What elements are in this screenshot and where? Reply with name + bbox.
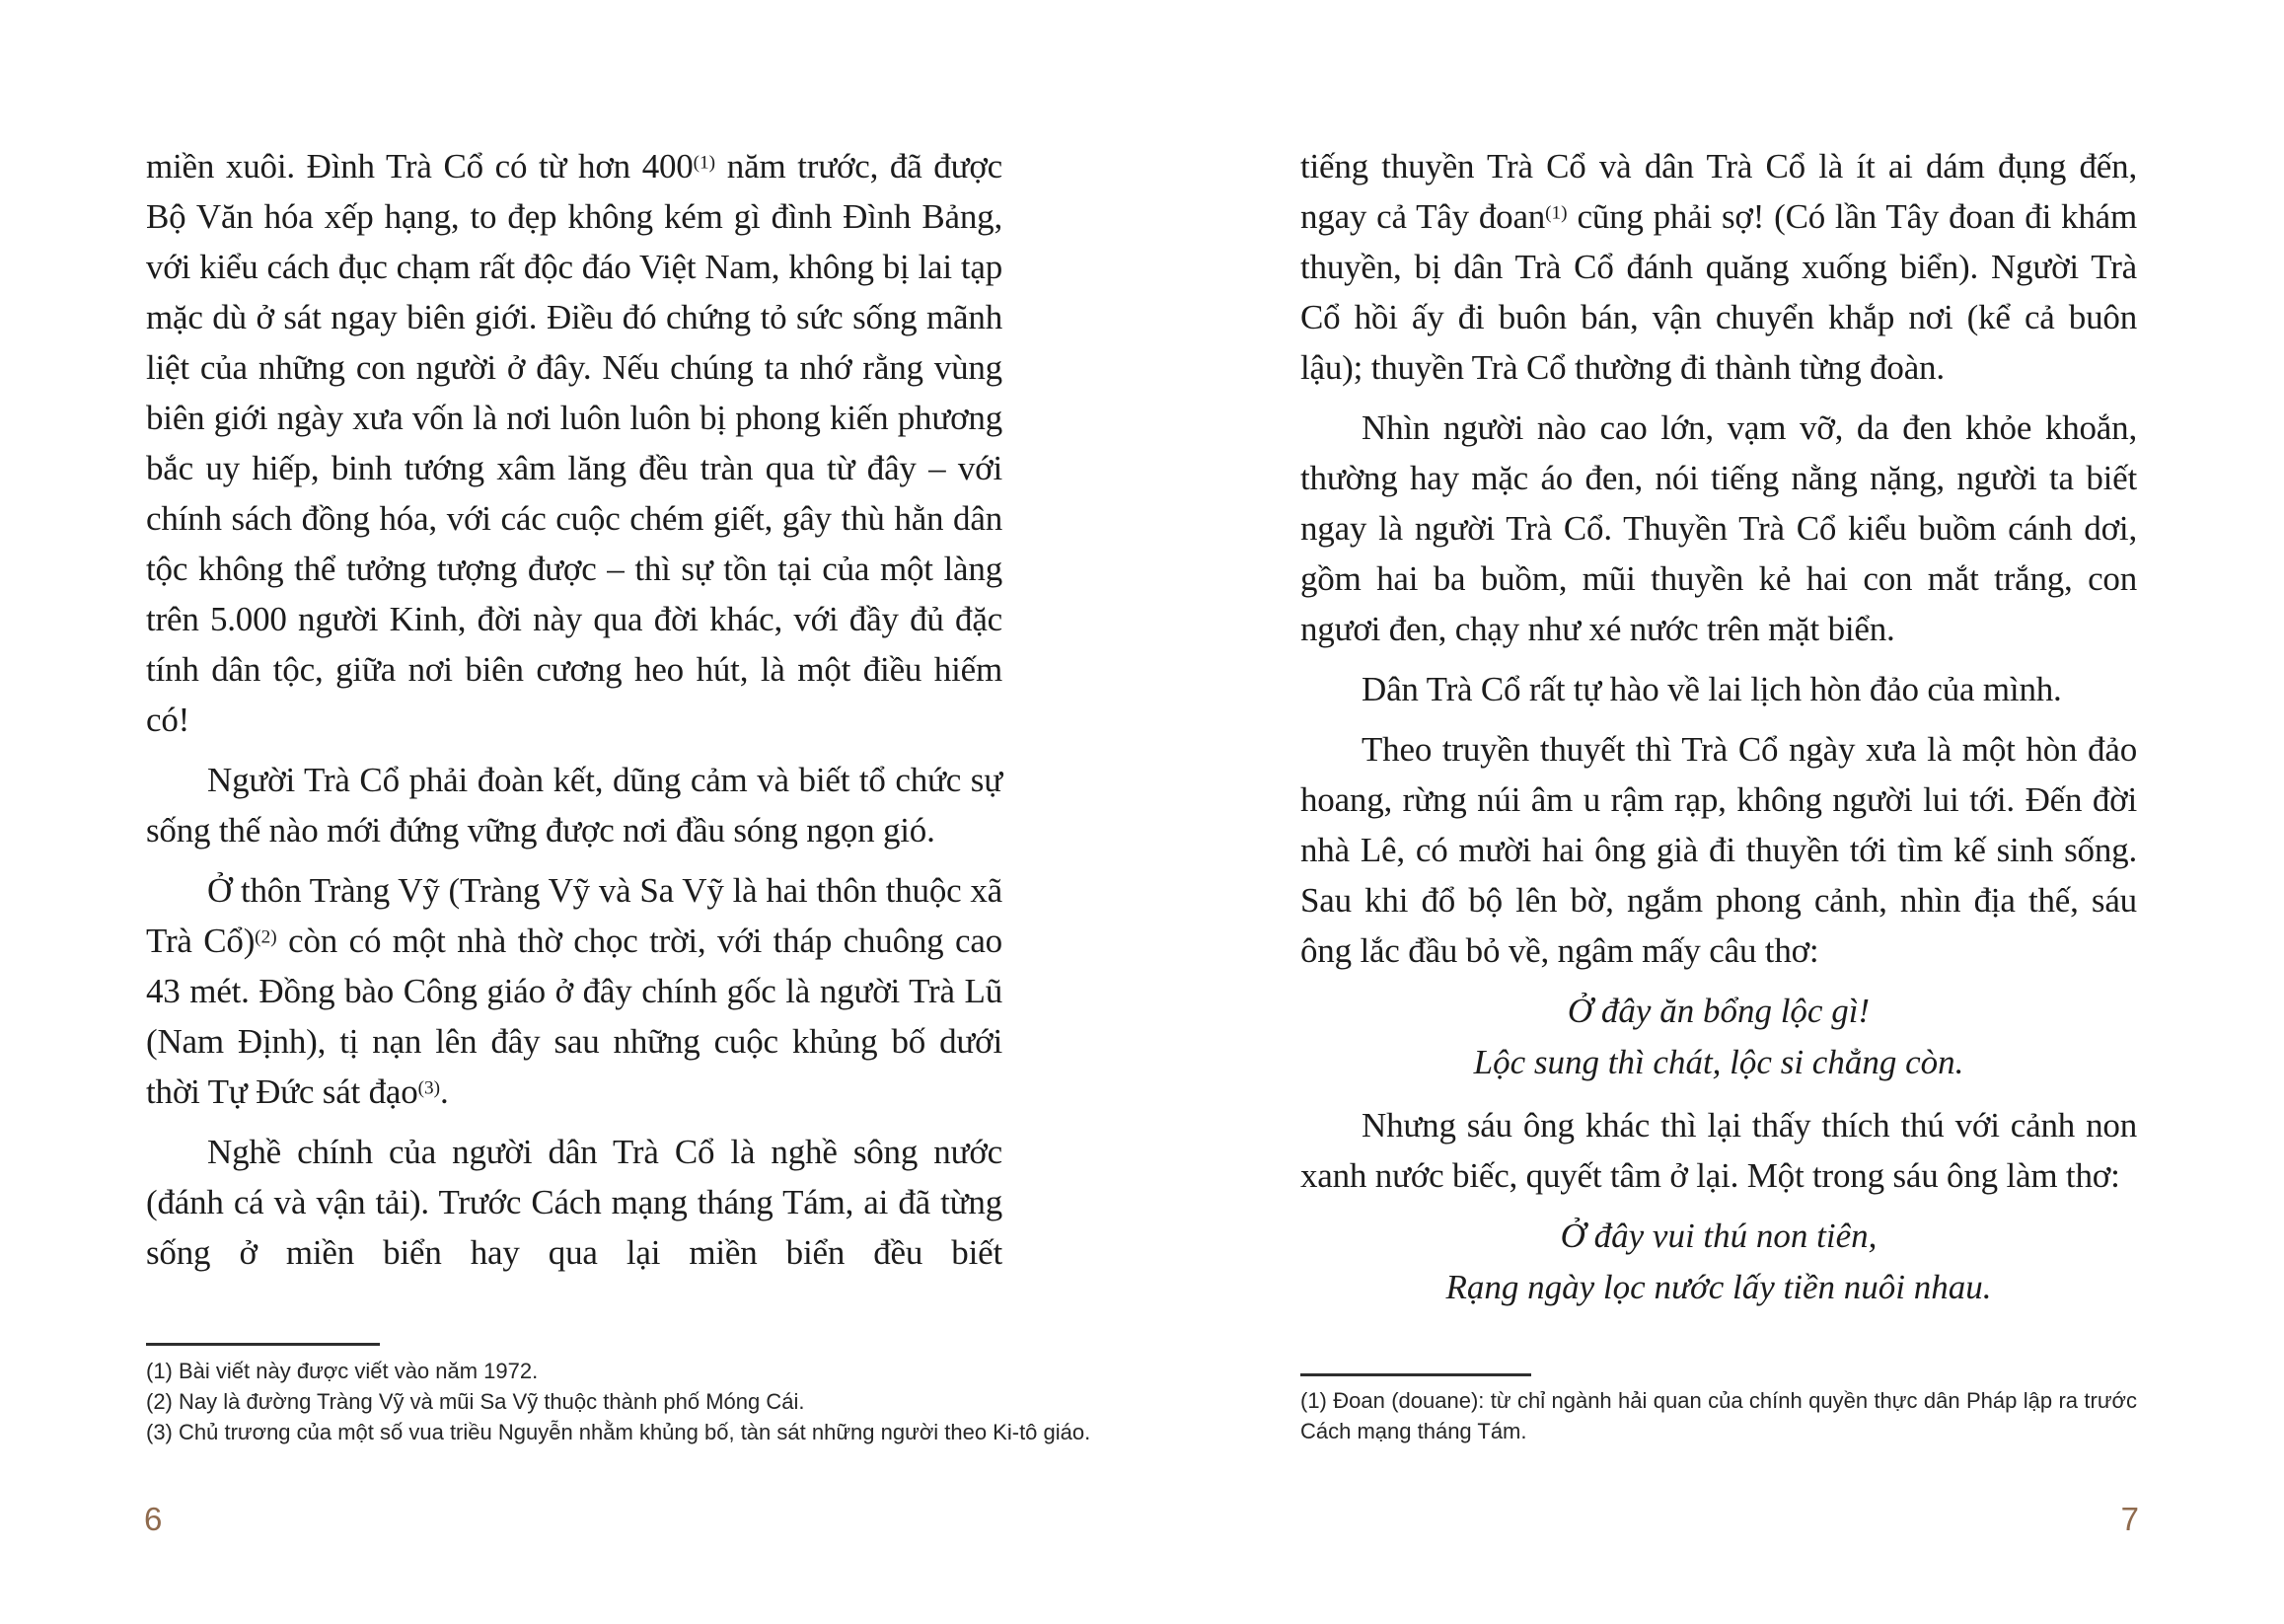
paragraph: Ở thôn Tràng Vỹ (Tràng Vỹ và Sa Vỹ là hai thôn thuộc xã Trà Cổ)$^{(2)}$ còn có một nhà thờ chọc trời, với tháp chuông cao 43 mét. Đồng bào Công giáo ở đây chính gốc là người Trà Lũ (Nam Định), tị nạn lên đây sau những cuộc khủng bố dưới thời Tự Đức sát đạo$^{(3)}$. [146,871,1002,1111]
paragraph: Nhưng sáu ông khác thì lại thấy thích thú với cảnh non xanh nước biếc, quyết tâm ở lại. Một trong sáu ông làm thơ: [1300,1106,2137,1195]
footnote: (3) Chủ trương của một số vua triều Nguyễn nhằm khủng bố, tàn sát những người theo Ki-tô giáo. [146,1420,1091,1444]
left-page-footnotes [146,1356,1091,1447]
footnote: (1) Bài viết này được viết vào năm 1972. [146,1359,539,1383]
footnote: (2) Nay là đường Tràng Vỹ và mũi Sa Vỹ thuộc thành phố Móng Cái. [146,1389,805,1414]
paragraph: Nhìn người nào cao lớn, vạm vỡ, da đen khỏe khoắn, thường hay mặc áo đen, nói tiếng nằng nặng, người ta biết ngay là người Trà Cổ. Thuyền Trà Cổ kiểu buồm cánh dơi, gồm hai ba buồm, mũi thuyền kẻ hai con mắt trắng, con ngươi đen, chạy như xé nước trên mặt biển. [1300,408,2137,648]
poem-line: Rạng ngày lọc nước lấy tiền nuôi nhau. [1445,1268,1992,1306]
paragraph: Theo truyền thuyết thì Trà Cổ ngày xưa là một hòn đảo hoang, rừng núi âm u rậm rạp, không người lui tới. Đến đời nhà Lê, có mười hai ông già đi thuyền tới tìm kế sinh sống. Sau khi đổ bộ lên bờ, ngắm phong cảnh, nhìn địa thế, sáu ông lắc đầu bỏ về, ngâm mấy câu thơ: [1300,730,2137,970]
paragraph: Người Trà Cổ phải đoàn kết, dũng cảm và biết tổ chức sự sống thế nào mới đứng vững được nơi đầu sóng ngọn gió. [146,761,1002,849]
footnote: (1) Đoan (douane): từ chỉ ngành hải quan của chính quyền thực dân Pháp lập ra trước Cách mạng tháng Tám. [1300,1388,2137,1443]
paragraph: tiếng thuyền Trà Cổ và dân Trà Cổ là ít ai dám đụng đến, ngay cả Tây đoan$^{(1)}$ cũng phải sợ! (Có lần Tây đoan đi khám thuyền, bị dân Trà Cổ đánh quăng xuống biển). Người Trà Cổ hồi ấy đi buôn bán, vận chuyển khắp nơi (kể cả buôn lậu); thuyền Trà Cổ thường đi thành từng đoàn. [1300,147,2137,387]
footnote-divider [1300,1373,1531,1376]
right-page-text-column [1300,141,2137,1325]
poem [1300,986,2137,1088]
left-page-text-column [146,141,1002,1288]
poem-line: Lộc sung thì chát, lộc si chẳng còn. [1473,1043,1964,1081]
paragraph: miền xuôi. Đình Trà Cổ có từ hơn 400$^{(1)}$ năm trước, đã được Bộ Văn hóa xếp hạng, to đẹp không kém gì đình Đình Bảng, với kiểu cách đục chạm rất độc đáo Việt Nam, không bị lai tạp mặc dù ở sát ngay biên giới. Điều đó chứng tỏ sức sống mãnh liệt của những con người ở đây. Nếu chúng ta nhớ rằng vùng biên giới ngày xưa vốn là nơi luôn luôn bị phong kiến phương bắc uy hiếp, binh tướng xâm lăng đều tràn qua từ đây – với chính sách đồng hóa, với các cuộc chém giết, gây thù hằn dân tộc không thể tưởng tượng được – thì sự tồn tại của một làng trên 5.000 người Kinh, đời này qua đời khác, với đầy đủ đặc tính dân tộc, giữa nơi biên cương heo hút, là một điều hiếm có! [146,147,1002,739]
right-page-footnotes [1300,1385,2137,1446]
footnote-divider [146,1343,380,1346]
poem-line: Ở đây ăn bổng lộc gì! [1567,992,1871,1030]
page-number-right: 7 [2120,1501,2139,1537]
poem-line: Ở đây vui thú non tiên, [1560,1217,1878,1255]
poem [1300,1211,2137,1313]
paragraph: Nghề chính của người dân Trà Cổ là nghề sông nước (đánh cá và vận tải). Trước Cách mạng tháng Tám, ai đã từng sống ở miền biển hay qua lại miền biển đều biết [146,1133,1002,1272]
paragraph: Dân Trà Cổ rất tự hào về lai lịch hòn đảo của mình. [1362,670,2062,708]
page-number-left: 6 [144,1501,163,1537]
